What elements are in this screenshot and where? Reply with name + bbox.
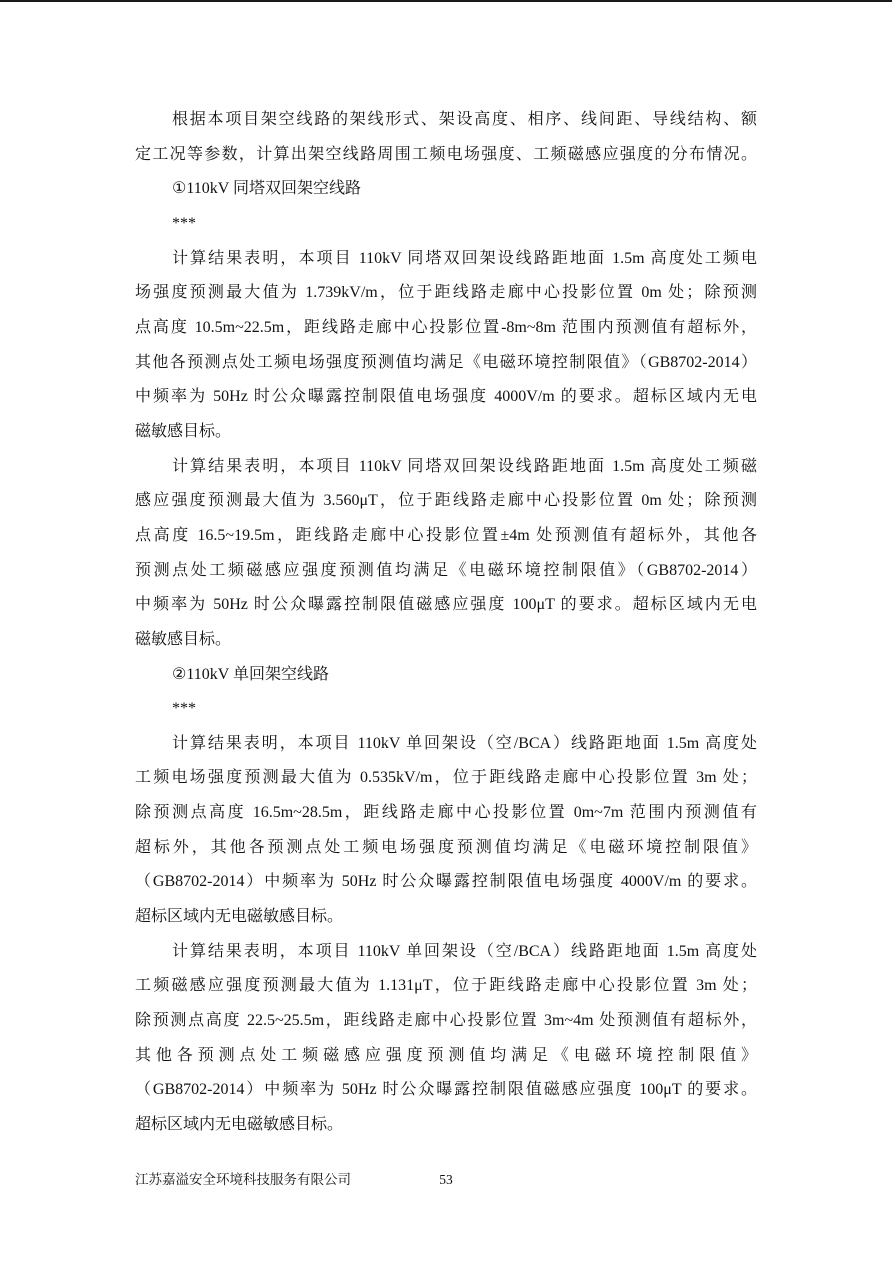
text-line: 预测点处工频磁感应强度预测值均满足《电磁环境控制限值》（GB8702-2014） [135,561,757,579]
section-heading: ①110kV 同塔双回架空线路 [172,180,362,198]
text-line: 工频磁感应强度预测最大值为 1.131μT，位于距线路走廊中心投影位置 3m 处； [135,977,757,995]
top-border-line [0,0,892,2]
text-line: 计算结果表明，本项目 110kV 同塔双回架设线路距地面 1.5m 高度处工频磁 [172,457,757,475]
text-line: 其他各预测点处工频电场强度预测值均满足《电磁环境控制限值》（GB8702-2014） [135,353,757,371]
text-line: 中频率为 50Hz 时公众曝露控制限值电场强度 4000V/m 的要求。超标区域内无电 [135,388,757,406]
text-line: 感应强度预测最大值为 3.560μT，位于距线路走廊中心投影位置 0m 处；除预测 [135,492,757,510]
footer-company-name: 江苏嘉溢安全环境科技服务有限公司 [135,1172,351,1187]
paragraph-electric-field-result [135,727,757,935]
document-body [135,103,757,1143]
text-line: 中频率为 50Hz 时公众曝露控制限值磁感应强度 100μT 的要求。超标区域内无电 [135,596,757,614]
text-line: 超标外，其他各预测点处工频电场强度预测值均满足《电磁环境控制限值》 [135,838,757,856]
text-line: 超标区域内无电磁敏感目标。 [135,1116,344,1134]
paragraph-magnetic-field-result [135,935,757,1143]
text-line: 磁敏感目标。 [135,630,232,648]
text-line: （GB8702-2014）中频率为 50Hz 时公众曝露控制限值磁感应强度 100μT 的要求。 [135,1081,757,1099]
text-line: （GB8702-2014）中频率为 50Hz 时公众曝露控制限值电场强度 4000V/m 的要求。 [135,873,757,891]
text-line: 计算结果表明，本项目 110kV 单回架设（空/BCA）线路距地面 1.5m 高度处 [172,942,757,960]
text-line: 除预测点高度 22.5~25.5m，距线路走廊中心投影位置 3m~4m 处预测值有超标外， [135,1012,757,1030]
text-line: 场强度预测最大值为 1.739kV/m，位于距线路走廊中心投影位置 0m 处；除预测 [135,284,757,302]
text-line: 工频电场强度预测最大值为 0.535kV/m，位于距线路走廊中心投影位置 3m 处； [135,769,757,787]
paragraph-electric-field-result [135,242,757,450]
omitted-content-placeholder: *** [172,700,196,718]
text-line: 除预测点高度 16.5m~28.5m，距线路走廊中心投影位置 0m~7m 范围内预测值有 [135,804,757,822]
page-number: 53 [439,1172,453,1187]
text-line: 点高度 16.5~19.5m，距线路走廊中心投影位置±4m 处预测值有超标外，其他各 [135,526,757,544]
section-110kv-single-circuit [135,658,757,1143]
omitted-content-placeholder: *** [172,214,196,232]
text-line: 计算结果表明，本项目 110kV 单回架设（空/BCA）线路距地面 1.5m 高度处 [172,734,757,752]
text-line: 点高度 10.5m~22.5m，距线路走廊中心投影位置-8m~8m 范围内预测值有超标外， [135,318,757,336]
section-heading: ②110kV 单回架空线路 [172,665,330,683]
text-line: 磁敏感目标。 [135,422,232,440]
section-110kv-double-circuit [135,172,757,657]
text-line: 超标区域内无电磁敏感目标。 [135,908,344,926]
paragraph-magnetic-field-result [135,450,757,658]
paragraph-intro [135,103,757,172]
text-line: 定工况等参数，计算出架空线路周围工频电场强度、工频磁感应强度的分布情况。 [135,145,757,163]
page-footer [135,1169,757,1191]
text-line: 其他各预测点处工频磁感应强度预测值均满足《电磁环境控制限值》 [135,1046,757,1064]
text-line: 计算结果表明，本项目 110kV 同塔双回架设线路距地面 1.5m 高度处工频电 [172,249,757,267]
text-line: 根据本项目架空线路的架线形式、架设高度、相序、线间距、导线结构、额 [172,111,757,128]
